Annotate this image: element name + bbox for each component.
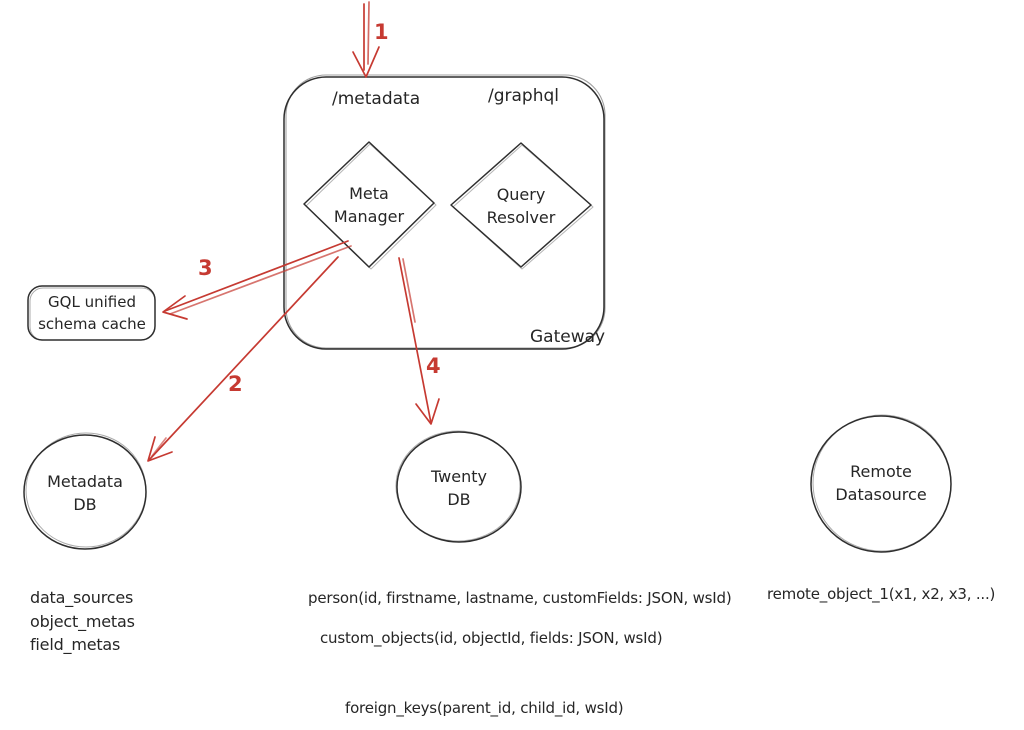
metadata-db-tables (30, 586, 135, 657)
twenty-db-person-table: person(id, firstname, lastname, customFields: JSON, wsId) (308, 589, 732, 607)
table-row: data_sources (30, 588, 134, 607)
arrow-2-to-metadata-db (148, 257, 338, 461)
endpoint-graphql-label: /graphql (488, 86, 560, 106)
twenty-db-foreign-keys-table: foreign_keys(parent_id, child_id, wsId) (345, 699, 624, 717)
metadata-db-label: Metadata DB (47, 472, 123, 514)
table-row: object_metas (30, 611, 135, 631)
arrow-3-to-schema-cache (163, 241, 351, 319)
meta-manager-label: Meta Manager (333, 184, 405, 226)
flow-step-1: 1 (374, 20, 389, 44)
flow-step-2: 2 (228, 372, 243, 396)
arrow-4-to-twenty-db (399, 258, 439, 424)
schema-cache-label: GQL unified schema cache (38, 293, 146, 333)
endpoint-metadata-label: /metadata (332, 89, 421, 109)
flow-step-4: 4 (426, 354, 441, 378)
query-resolver-label: Query Resolver (486, 185, 556, 227)
table-row: field_metas (30, 635, 121, 654)
remote-datasource-label: Remote Datasource (835, 462, 927, 504)
twenty-db-label: Twenty DB (431, 467, 487, 509)
twenty-db-custom-objects-table: custom_objects(id, objectId, fields: JSON, wsId) (320, 629, 663, 647)
remote-object-table: remote_object_1(x1, x2, x3, ...) (767, 585, 996, 603)
flow-step-3: 3 (198, 256, 213, 280)
gateway-label: Gateway (530, 327, 606, 347)
